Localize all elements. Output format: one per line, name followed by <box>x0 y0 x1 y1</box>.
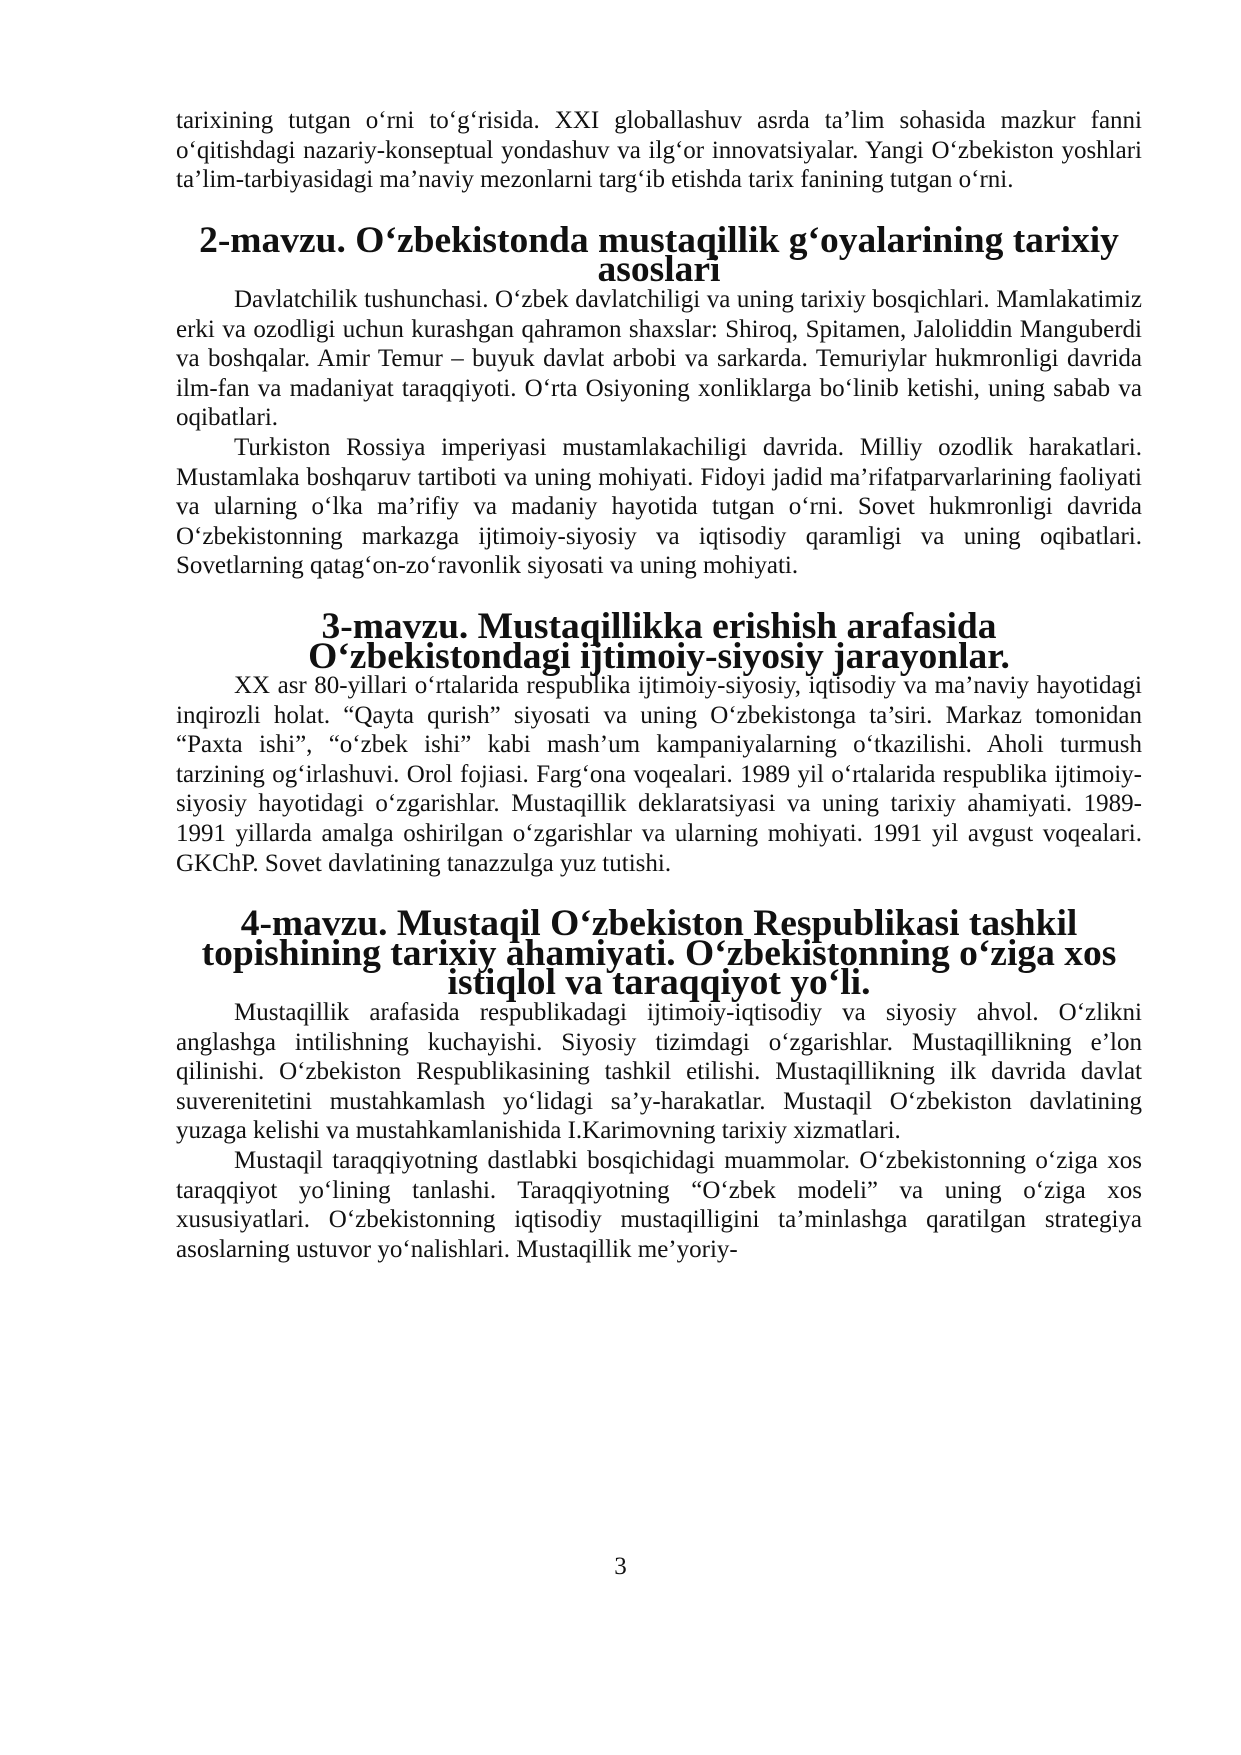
section-heading: 2-mavzu. O‘zbekistonda mustaqillik g‘oyalarining tarixiy asoslari <box>199 219 1119 291</box>
section-paragraph: Davlatchilik tushunchasi. O‘zbek davlatchiligi va uning tarixiy bosqichlari. Mamlakatimiz erki va ozodligi uchun kurashgan qahramon shaxslar: Shiroq, Spitamen, Jaloliddin Manguberdi va boshqalar. Amir Temur – buyuk davlat arbobi va sarkarda. Temuriylar hukmronligi davrida ilm-fan va madaniyat taraqqiyoti. O‘rta Osiyoning xonliklarga bo‘linib ketishi, uning sabab va oqibatlari. <box>176 285 1142 432</box>
section-paragraph: Turkiston Rossiya imperiyasi mustamlakachiligi davrida. Milliy ozodlik harakatlari. Mustamlaka boshqaruv tartiboti va uning mohiyati. Fidoyi jadid ma’rifatparvarlarining faoliyati va ularning o‘lka ma’rifiy va madaniy hayotida tutgan o‘rni. Sovet hukmronligi davrida O‘zbekistonning markazga ijtimoiy-siyosiy va iqtisodiy qaramligi va uning oqibatlari. Sovetlarning qatag‘on-zo‘ravonlik siyosati va uning mohiyati. <box>176 433 1142 580</box>
section-paragraph: Mustaqillik arafasida respublikadagi ijtimoiy-iqtisodiy va siyosiy ahvol. O‘zlikni anglashga intilishning kuchayishi. Siyosiy tizimdagi o‘zgarishlar. Mustaqillikning e’lon qilinishi. O‘zbekiston Respublikasining tashkil etilishi. Mustaqillikning ilk davrida davlat suverenitetini mustahkamlash yo‘lidagi sa’y-harakatlar. Mustaqil O‘zbekiston davlatining yuzaga kelishi va mustahkamlanishida I.Karimovning tarixiy xizmatlari. <box>176 999 1142 1145</box>
section-paragraph: XX asr 80-yillari o‘rtalarida respublika ijtimoiy-siyosiy, iqtisodiy va ma’naviy hayotidagi inqirozli holat. “Qayta qurish” siyosati va uning O‘zbekistonga ta’siri. Markaz tomonidan “Paxta ishi”, “o‘zbek ishi” kabi mash’um kampaniyalarning o‘tkazilishi. Aholi turmush tarzining og‘irlashuvi. Orol fojiasi. Farg‘ona voqealari. 1989 yil o‘rtalarida respublika ijtimoiy-siyosiy hayotidagi o‘zgarishlar. Mustaqillik deklaratsiyasi va uning tarixiy ahamiyati. 1989-1991 yillarda amalga oshirilgan o‘zgarishlar va ularning mohiyati. 1991 yil avgust voqealari. GKChP. Sovet davlatining tanazzulga yuz tutishi. <box>176 672 1142 877</box>
intro-paragraph: tarixining tutgan o‘rni to‘g‘risida. XXI globallashuv asrda ta’lim sohasida mazkur fanni o‘qitishdagi nazariy-konseptual yondashuv va ilg‘or innovatsiyalar. Yangi O‘zbekiston yoshlari ta’lim-tarbiyasidagi ma’naviy mezonlarni targ‘ib etishda tarix fanining tutgan o‘rni. <box>176 107 1142 194</box>
document-page <box>176 106 1142 1264</box>
section-paragraph: Mustaqil taraqqiyotning dastlabki bosqichidagi muammolar. O‘zbekistonning o‘ziga xos taraqqiyot yo‘lining tanlashi. Taraqqiyotning “O‘zbek modeli” va uning o‘ziga xos xususiyatlari. O‘zbekistonning iqtisodiy mustaqilligini ta’minlashga qaratilgan strategiya asoslarning ustuvor yo‘nalishlari. Mustaqillik me’yoriy- <box>176 1147 1142 1263</box>
section-topic-4 <box>176 903 1142 1264</box>
page-number: 3 <box>614 1553 627 1580</box>
section-topic-2 <box>176 219 1142 581</box>
section-topic-3 <box>176 605 1142 878</box>
section-heading: 4-mavzu. Mustaqil O‘zbekiston Respublikasi tashkil topishining tarixiy ahamiyati. O‘zbekistonning o‘ziga xos istiqlol va taraqqiyot yo‘li. <box>201 903 1117 1004</box>
section-heading: 3-mavzu. Mustaqillikka erishish arafasida O‘zbekistondagi ijtimoiy-siyosiy jarayonlar. <box>308 605 1010 677</box>
